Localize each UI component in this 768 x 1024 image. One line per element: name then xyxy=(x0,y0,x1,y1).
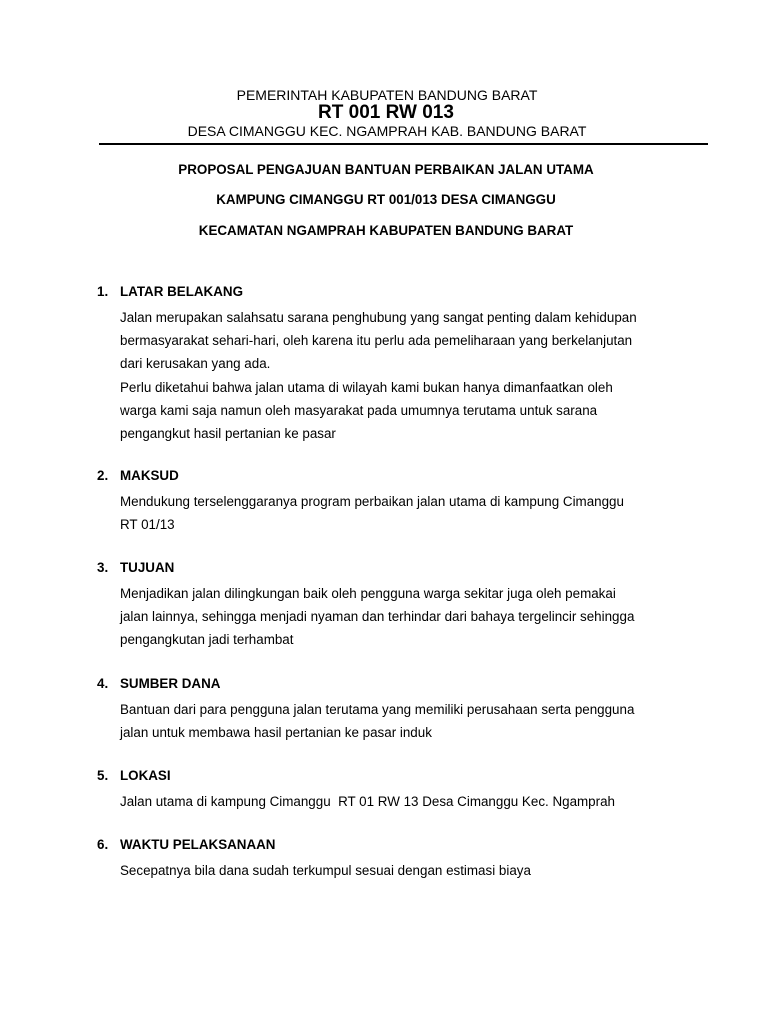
body-line: jalan lainnya, sehingga menjadi nyaman dan terhindar dari bahaya tergelincir sehingga xyxy=(120,609,635,625)
letterhead-government: PEMERINTAH KABUPATEN BANDUNG BARAT xyxy=(236,87,538,103)
section-heading: LOKASI xyxy=(120,768,171,783)
body-line: warga kami saja namun oleh masyarakat pada umumnya terutama untuk sarana xyxy=(120,402,598,418)
section-body xyxy=(120,490,680,536)
section-heading: WAKTU PELAKSANAAN xyxy=(120,837,276,852)
section-body xyxy=(120,790,680,813)
proposal-title-line-1: PROPOSAL PENGAJUAN BANTUAN PERBAIKAN JALAN UTAMA xyxy=(178,162,594,177)
body-line: bermasyarakat sehari-hari, oleh karena itu perlu ada pemeliharaan yang berkelanjutan xyxy=(120,333,633,349)
section-number: 2. xyxy=(97,468,109,483)
body-line: RT 01/13 xyxy=(120,517,175,533)
body-line: Perlu diketahui bahwa jalan utama di wilayah kami bukan hanya dimanfaatkan oleh xyxy=(120,379,613,395)
section-number: 5. xyxy=(97,768,109,783)
body-line: pengangkut hasil pertanian ke pasar xyxy=(120,426,336,442)
letterhead-rt-rw: RT 001 RW 013 xyxy=(318,102,454,123)
section-heading: MAKSUD xyxy=(120,468,179,483)
section-number: 6. xyxy=(97,837,109,852)
body-line: Secepatnya bila dana sudah terkumpul sesuai dengan estimasi biaya xyxy=(120,863,531,878)
section-body xyxy=(120,306,680,445)
proposal-title-line-2: KAMPUNG CIMANGGU RT 001/013 DESA CIMANGGU xyxy=(216,192,556,207)
section-heading: LATAR BELAKANG xyxy=(120,284,243,299)
body-line: Menjadikan jalan dilingkungan baik oleh pengguna warga sekitar juga oleh pemakai xyxy=(120,586,616,601)
section-number: 4. xyxy=(97,676,109,691)
letterhead-address: DESA CIMANGGU KEC. NGAMPRAH KAB. BANDUNG BARAT xyxy=(187,123,587,139)
section-body xyxy=(120,582,680,652)
body-line: jalan untuk membawa hasil pertanian ke pasar induk xyxy=(120,725,432,741)
section-number: 1. xyxy=(97,284,109,299)
proposal-title-line-3: KECAMATAN NGAMPRAH KABUPATEN BANDUNG BARAT xyxy=(198,223,574,238)
body-line: dari kerusakan yang ada. xyxy=(120,356,271,372)
body-line: pengangkutan jadi terhambat xyxy=(120,632,294,648)
section-body xyxy=(120,859,680,882)
section-number: 3. xyxy=(97,560,109,575)
section-heading: TUJUAN xyxy=(120,560,175,575)
body-line: Jalan utama di kampung Cimanggu RT 01 RW 13 Desa Cimanggu Kec. Ngamprah xyxy=(120,794,615,809)
section-heading: SUMBER DANA xyxy=(120,676,221,691)
body-line: Bantuan dari para pengguna jalan terutama yang memiliki perusahaan serta pengguna xyxy=(120,702,635,717)
letterhead-divider xyxy=(99,143,708,145)
body-line: Mendukung terselenggaranya program perbaikan jalan utama di kampung Cimanggu xyxy=(120,494,624,509)
section-body xyxy=(120,698,680,744)
body-line: Jalan merupakan salahsatu sarana penghubung yang sangat penting dalam kehidupan xyxy=(120,310,637,325)
